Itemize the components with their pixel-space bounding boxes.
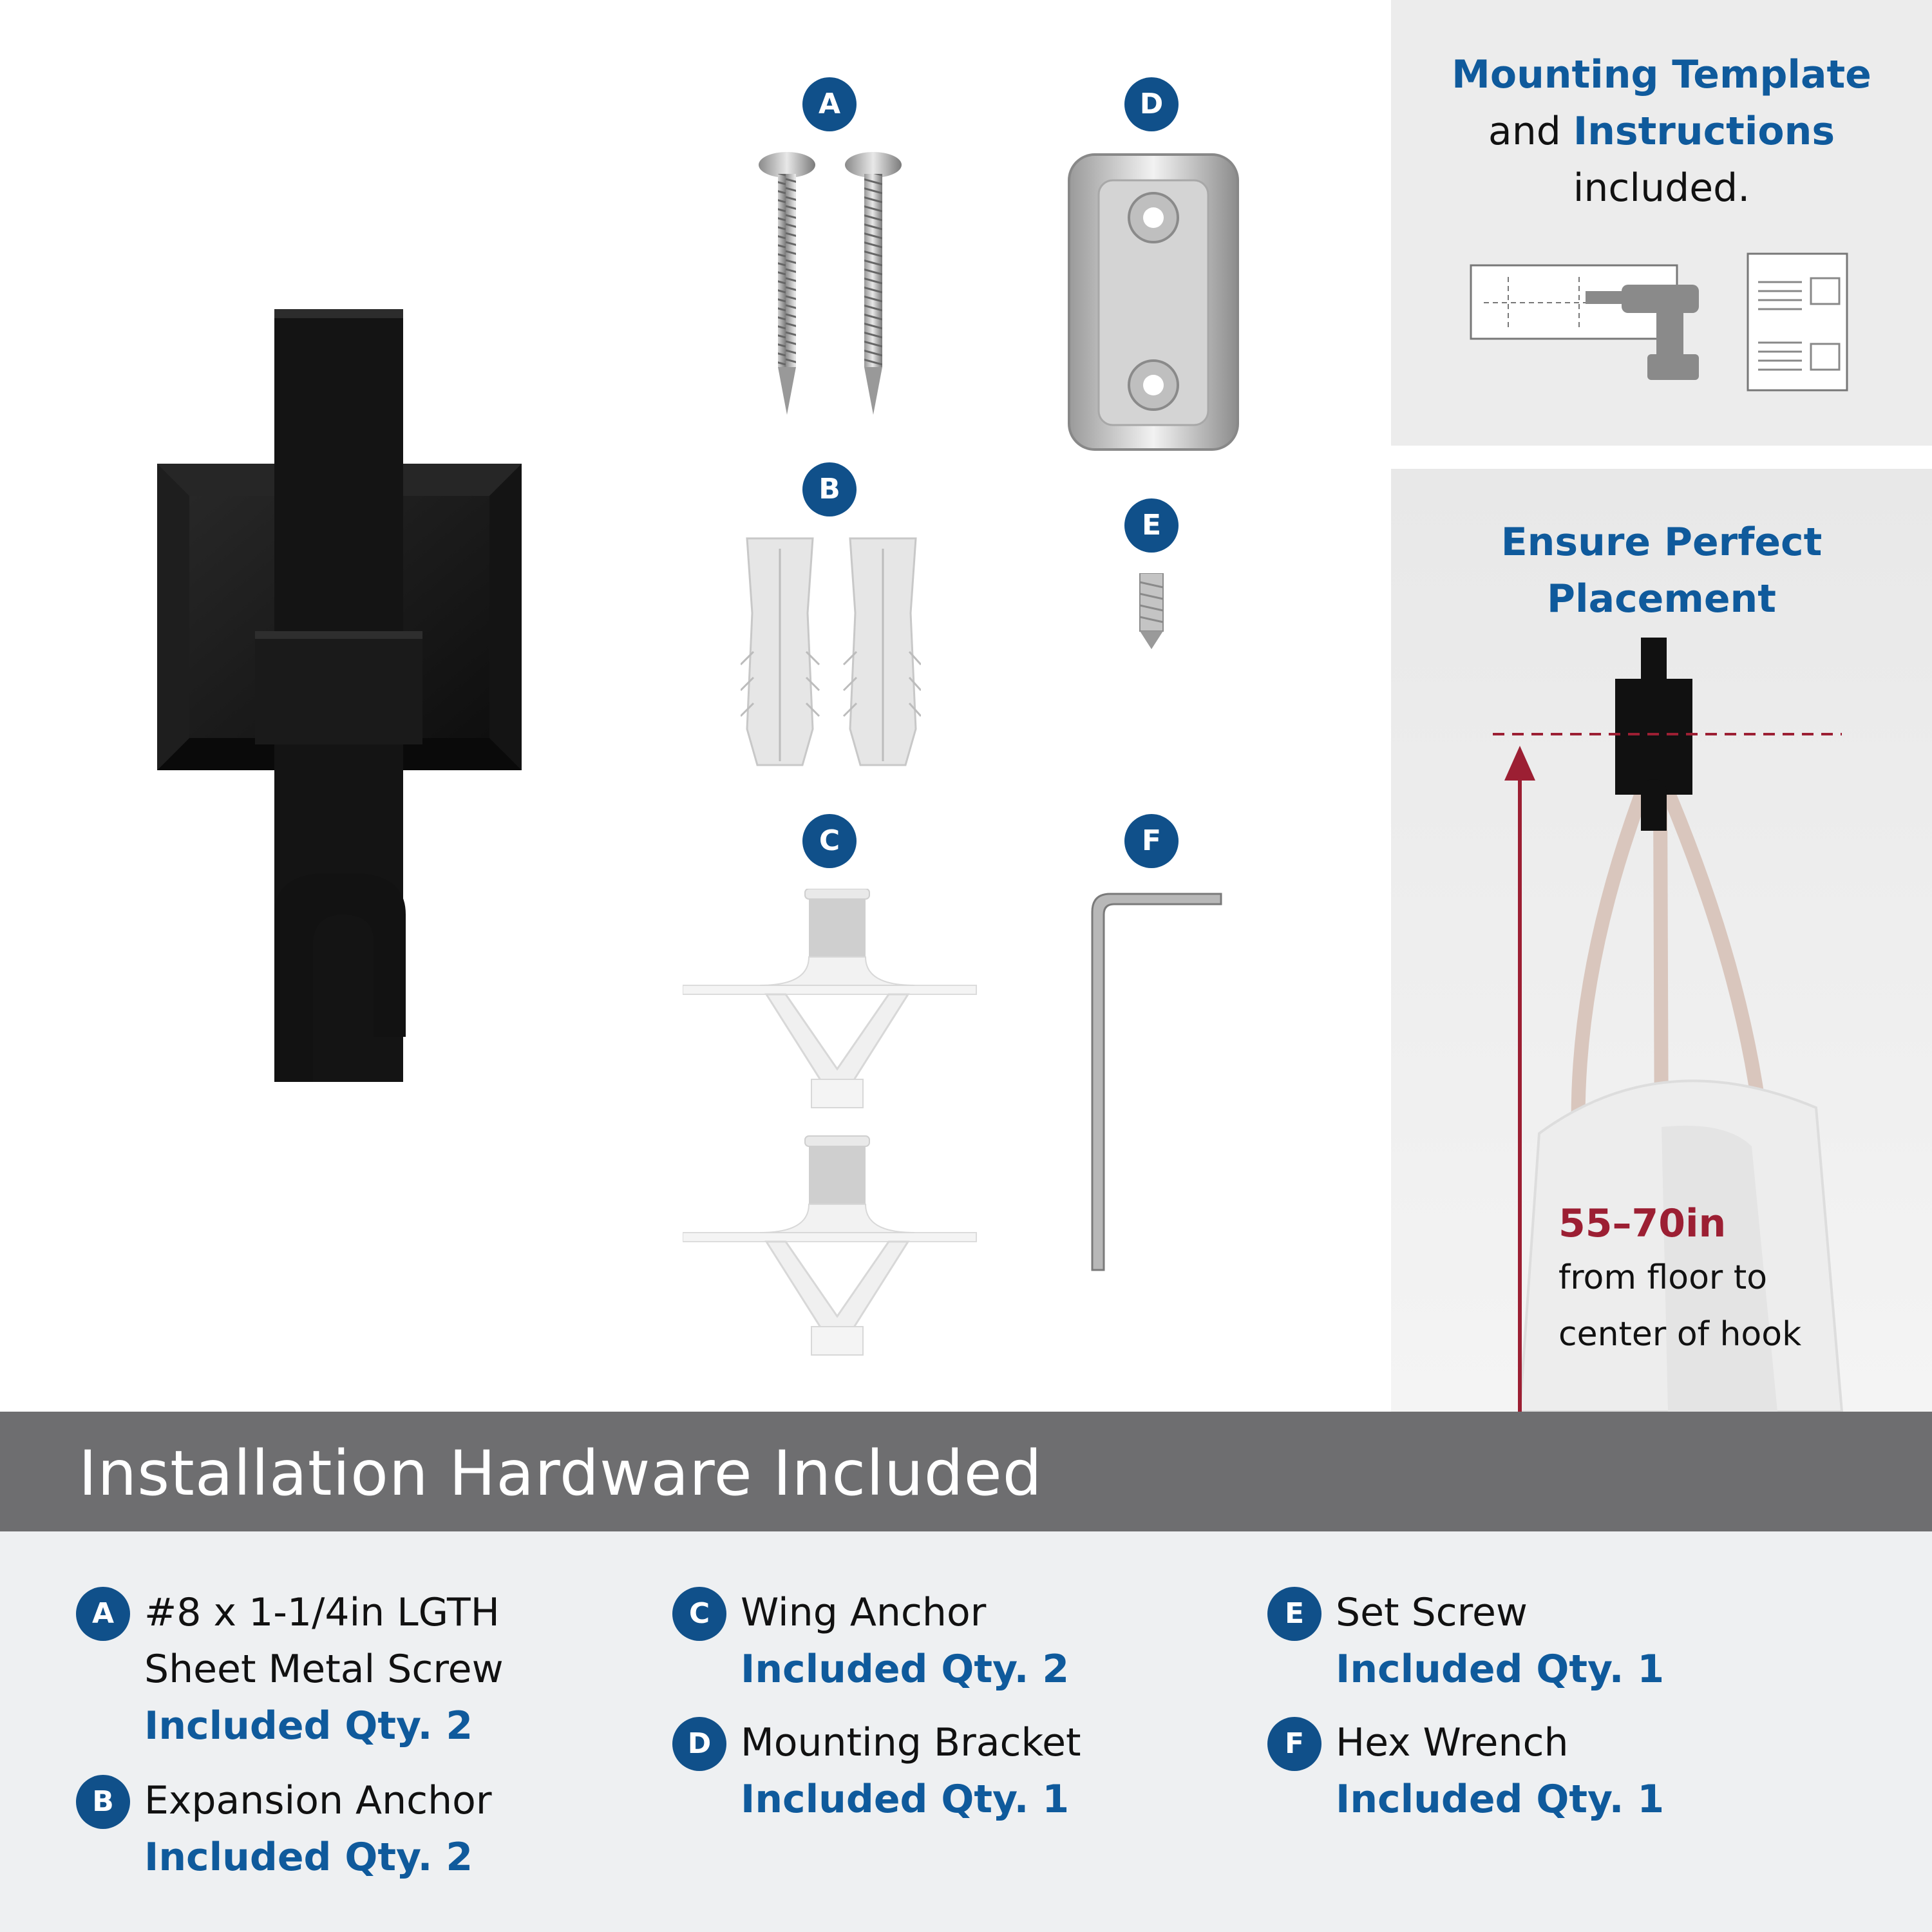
- expansion-anchors-image: [741, 536, 921, 768]
- list-badge-e: E: [1267, 1587, 1321, 1641]
- placement-title: Ensure Perfect Placement: [1501, 520, 1823, 621]
- badge-e: E: [1124, 498, 1179, 553]
- list-badge-a: A: [76, 1587, 130, 1641]
- list-item-c: Wing Anchor Included Qty. 2: [741, 1590, 1070, 1692]
- template-line1: Mounting Template: [1452, 52, 1871, 97]
- height-range-label: [1558, 1198, 1801, 1363]
- list-item-f: Hex Wrench Included Qty. 1: [1336, 1720, 1665, 1822]
- robe-hook-product-image: [129, 296, 554, 1095]
- list-badge-d: D: [672, 1717, 726, 1771]
- list-badge-f: F: [1267, 1717, 1321, 1771]
- badge-d: D: [1124, 77, 1179, 131]
- list-item-d: Mounting Bracket Included Qty. 1: [741, 1720, 1081, 1822]
- set-screw-image: [1136, 573, 1167, 650]
- hex-wrench-image: [1082, 886, 1224, 1273]
- height-desc-line2: center of hook: [1558, 1315, 1802, 1354]
- template-heading: [1391, 46, 1932, 216]
- template-line2: and Instructions: [1488, 109, 1835, 154]
- list-badge-b: B: [76, 1775, 130, 1829]
- installation-banner-title: Installation Hardware Included: [79, 1437, 1043, 1510]
- height-desc-line1: from floor to: [1558, 1258, 1768, 1297]
- drill-template-icon: [1470, 258, 1704, 380]
- list-badge-c: C: [672, 1587, 726, 1641]
- list-item-b: Expansion Anchor Included Qty. 2: [144, 1778, 492, 1880]
- list-item-e: Set Screw Included Qty. 1: [1336, 1590, 1665, 1692]
- badge-a: A: [802, 77, 857, 131]
- badge-f: F: [1124, 814, 1179, 868]
- list-item-a: #8 x 1-1/4in LGTH Sheet Metal Screw Included Qty. 2: [144, 1590, 504, 1748]
- mounting-bracket-image: [1066, 152, 1240, 452]
- sheet-metal-screws-image: [747, 151, 914, 421]
- height-range-value: 55–70in: [1558, 1201, 1727, 1246]
- wing-anchors-image: [683, 889, 979, 1365]
- template-line3: included.: [1573, 166, 1750, 211]
- badge-b: B: [802, 462, 857, 516]
- badge-c: C: [802, 814, 857, 868]
- instructions-document-icon: [1747, 252, 1848, 392]
